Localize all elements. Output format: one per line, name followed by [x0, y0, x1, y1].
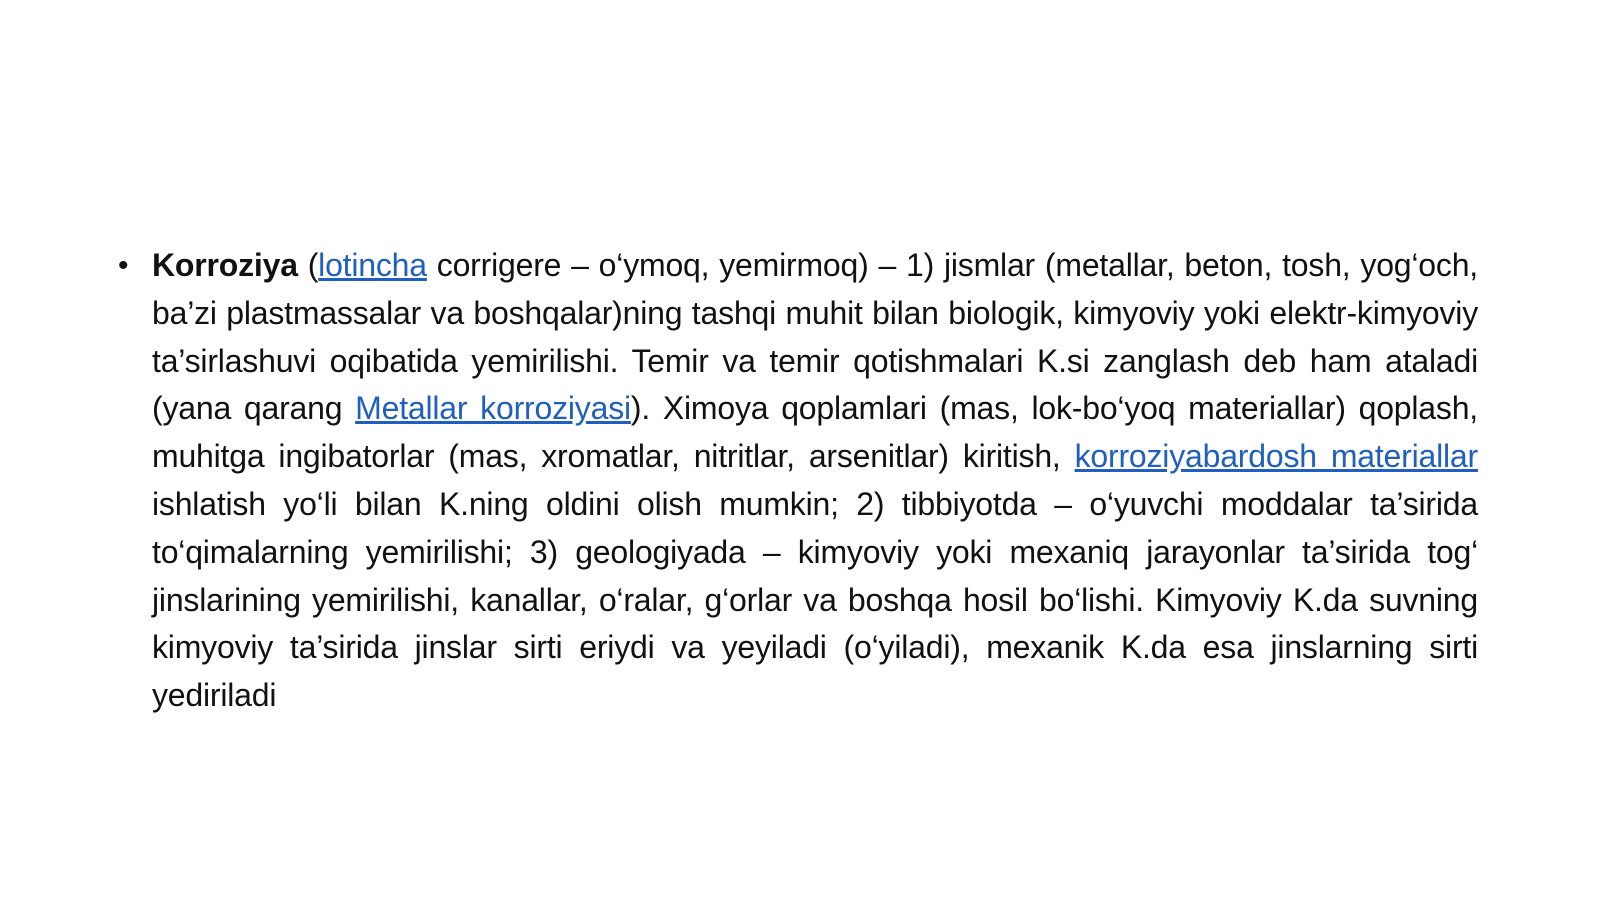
- definition-paragraph: [118, 242, 1478, 720]
- bullet-point-icon: •: [118, 249, 129, 282]
- link-korroziyabardosh-materiallar[interactable]: korroziyabardosh materiallar: [1074, 438, 1478, 475]
- text-segment: (: [297, 247, 319, 283]
- link-lotincha[interactable]: lotincha: [318, 247, 427, 283]
- text-segment: ). Ximoya qoplamlari (mas, lok-bo‘yoq materiallar) qoplash, muhitga ingibatorlar (mas, xromatlar, nitritlar, arsenitlar) kiritish,: [152, 390, 1478, 475]
- text-segment: ishlatish yo‘li bilan K.ning oldini olish mumkin; 2) tibbiyotda – o‘yuvchi moddalar ta’sirida to‘qimalarning yemirilishi; 3) geologiyada – kimyoviy yoki mexaniq jarayonlar ta’sirida tog‘ jinslarining yemirilishi, kanallar, o‘ralar, g‘orlar va boshqa hosil bo‘lishi. Kimyoviy K.da suvning kimyoviy ta’sirida jinslar sirti eriydi va yeyiladi (o‘yiladi), mexanik K.da esa jinslarning sirti yediriladi: [152, 485, 1478, 714]
- link-metallar-korroziyasi[interactable]: Metallar korroziyasi: [355, 390, 631, 427]
- term-heading: Korroziya: [152, 247, 298, 283]
- bullet-list: [118, 242, 1478, 720]
- text-segment: corrigere – o‘ymoq, yemirmoq) – 1) jismlar (metallar, beton, tosh, yog‘och, ba’zi plastmassalar va boshqalar)ning tashqi muhit bilan biologik, kimyoviy yoki elektr-kimyoviy ta’sirlashuvi oqibatida yemirilishi. Temir va temir qotishmalari K.si zanglash deb ham ataladi (yana qarang: [152, 247, 1478, 427]
